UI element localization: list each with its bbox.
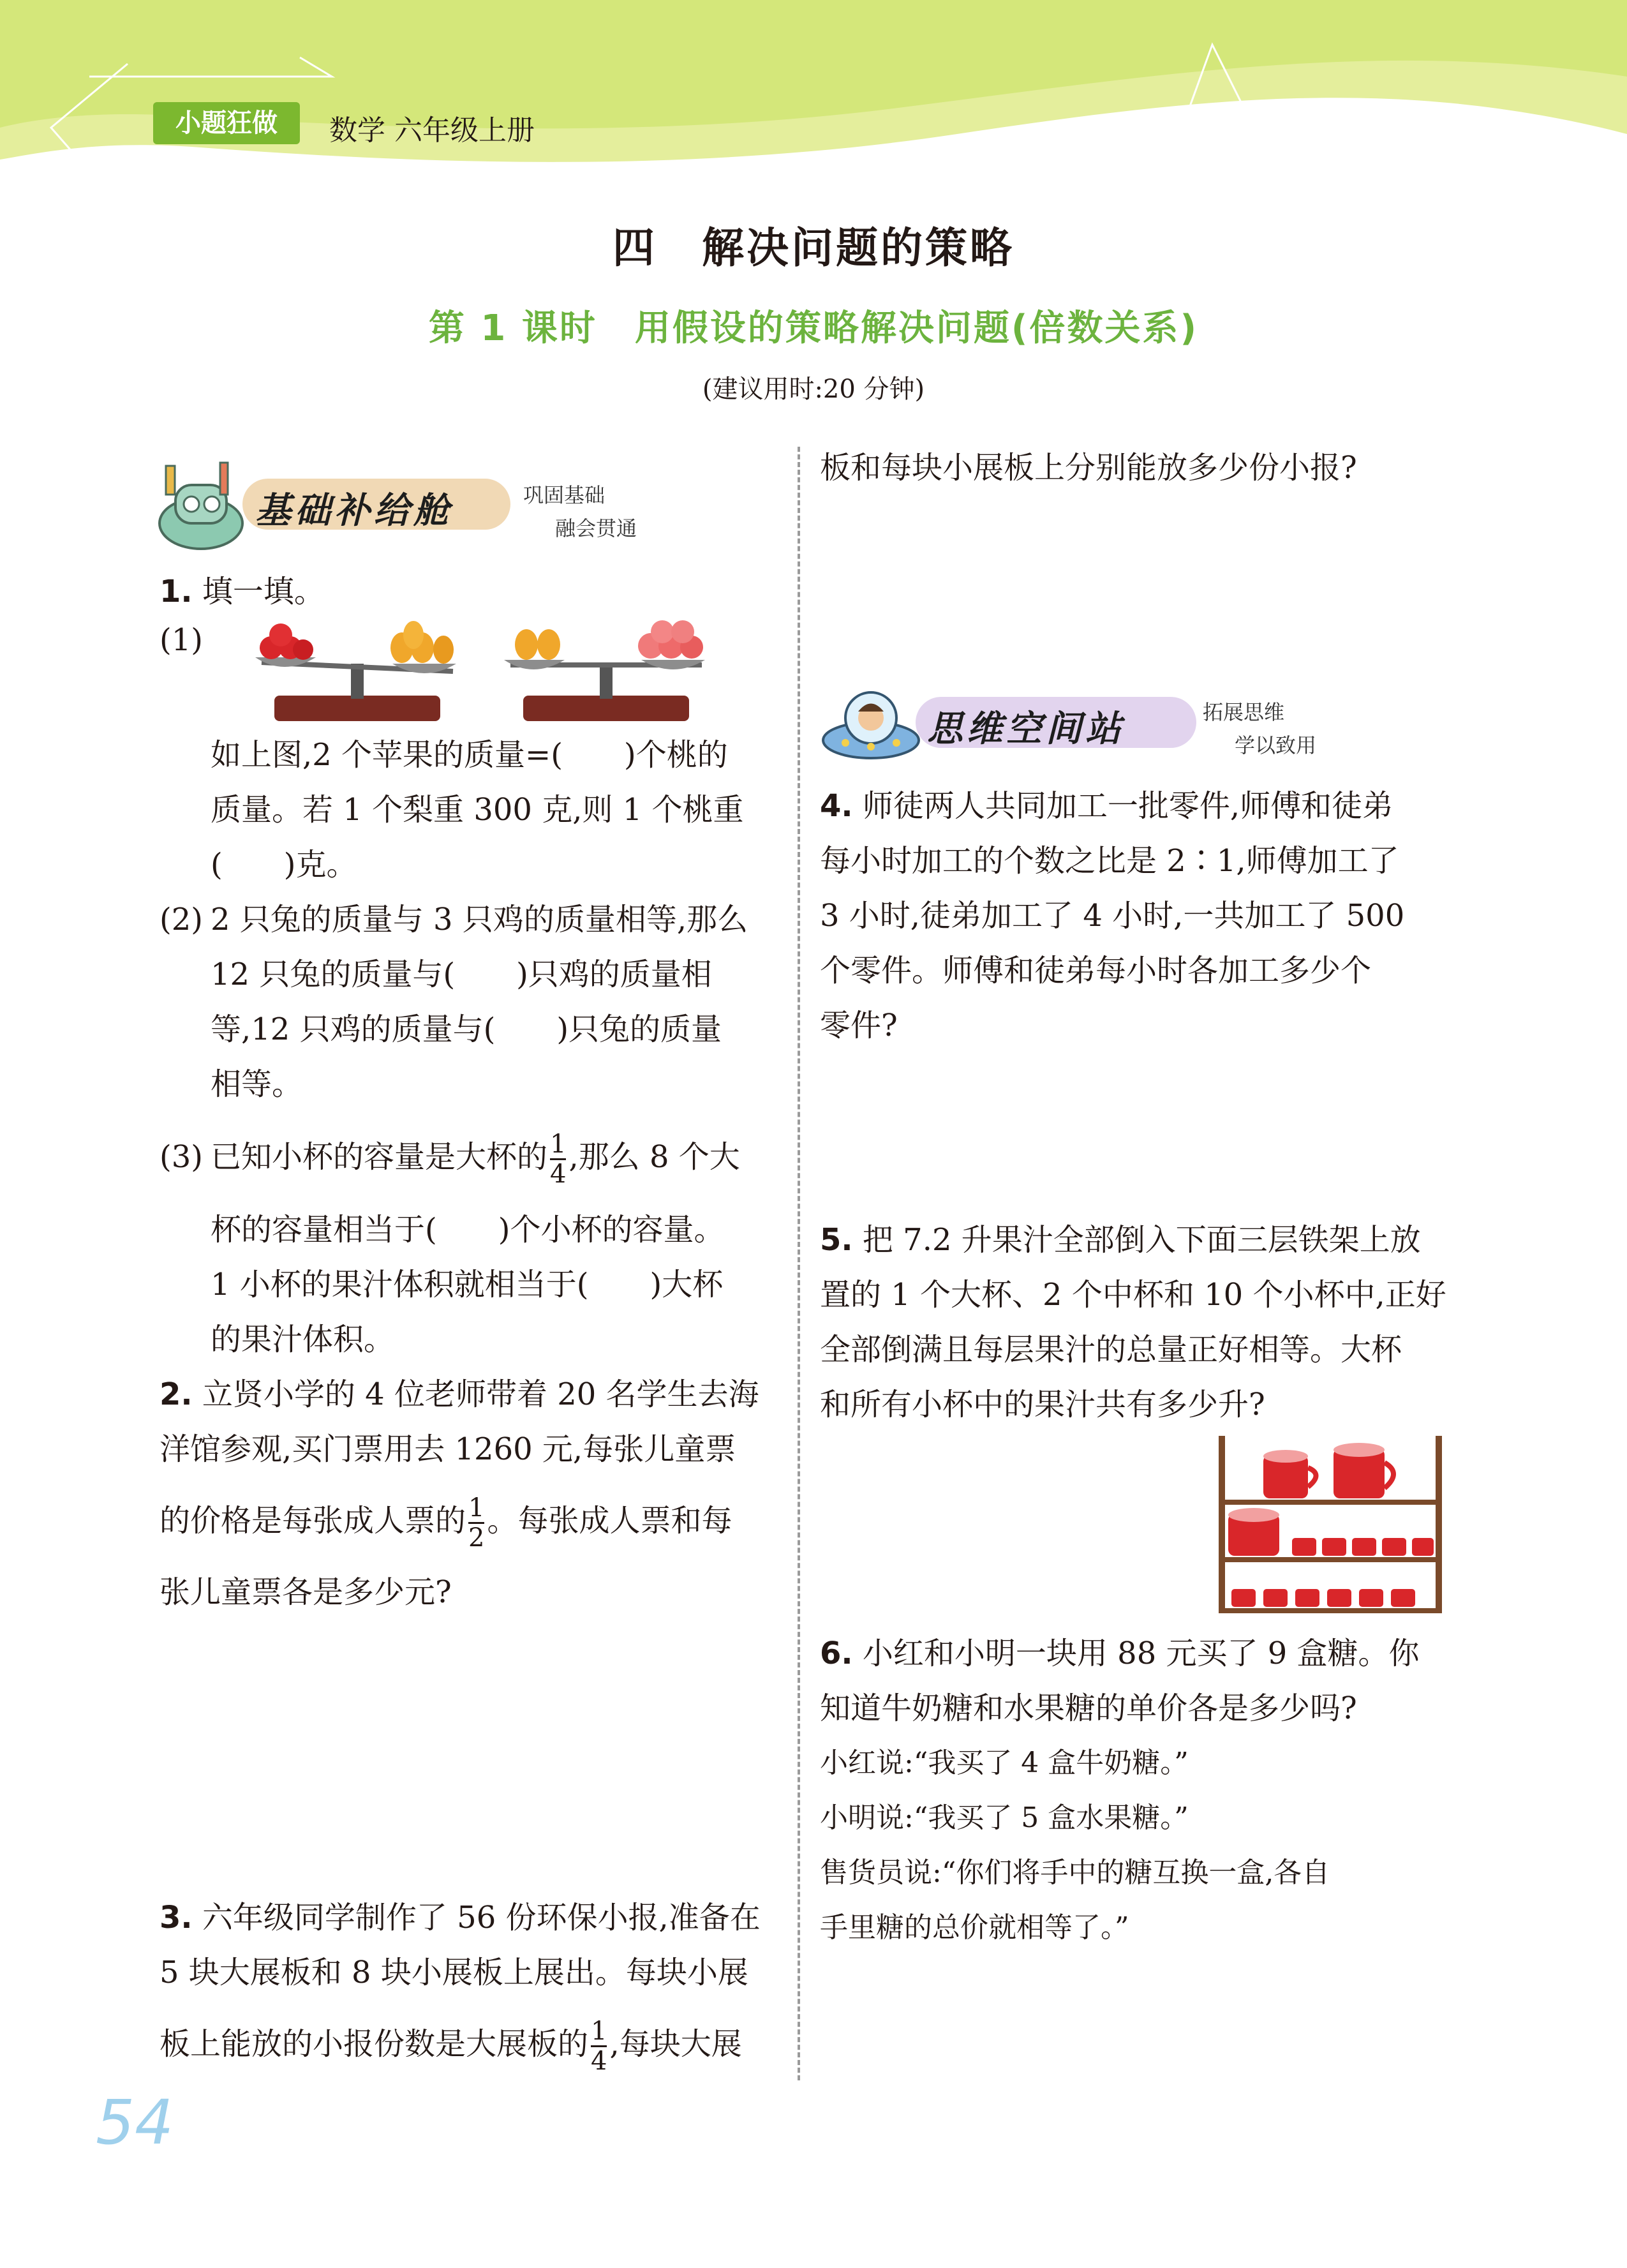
- question-5-line: 置的 1 个大杯、2 个中杯和 10 个小杯中,正好: [820, 1277, 1446, 1313]
- text-segment: 。每张成人票和每: [487, 1503, 732, 1539]
- question-4-line: 每小时加工的个数之比是 2∶1,师傅加工了: [820, 843, 1399, 879]
- question-number: 3.: [160, 1900, 193, 1936]
- section-banner-thinking: [820, 676, 1318, 772]
- section-note-1: 拓展思维: [1203, 700, 1285, 724]
- question-number: 5.: [820, 1222, 853, 1258]
- question-3-line: 5 块大展板和 8 块小展板上展出。每块小展: [160, 1955, 748, 1990]
- q1-part3-line: 杯的容量相当于( )个小杯的容量。: [211, 1212, 725, 1248]
- q1-part3-line: 的果汁体积。: [211, 1322, 395, 1357]
- q1-part2-line: 2 只兔的质量与 3 只鸡的质量相等,那么: [211, 902, 748, 937]
- question-number: 1.: [160, 574, 193, 609]
- fraction-numerator: 1: [591, 2017, 607, 2046]
- section-title: 思维空间站: [927, 708, 1125, 750]
- time-note: (建议用时:20 分钟): [702, 375, 925, 404]
- fraction-denominator: 2: [468, 1523, 485, 1553]
- dialogue-line: 小明说:“我买了 5 盒水果糖。”: [820, 1802, 1189, 1834]
- text-segment: 板上能放的小报份数是大展板的: [160, 2026, 589, 2062]
- fraction-denominator: 4: [550, 1160, 567, 1189]
- q1-part3-line: [211, 1130, 740, 1188]
- question-6-line: [820, 1626, 1420, 1681]
- q1-part2-line: 12 只兔的质量与( )只鸡的质量相: [211, 957, 712, 992]
- fraction: [591, 2017, 607, 2075]
- section-banner-basic: [153, 459, 638, 555]
- question-2-line: 张儿童票各是多少元?: [160, 1574, 452, 1610]
- small-cups-bottom: [1231, 1589, 1415, 1607]
- dialogue-line: 小红说:“我买了 4 盒牛奶糖。”: [820, 1747, 1189, 1779]
- sub-label: (3): [160, 1139, 203, 1175]
- question-5-line: 全部倒满且每层果汁的总量正好相等。大杯: [820, 1332, 1402, 1368]
- question-5-line: [820, 1212, 1421, 1267]
- question-2-line: [160, 1367, 759, 1422]
- question-number: 6.: [820, 1636, 853, 1671]
- question-number: 2.: [160, 1376, 193, 1412]
- question-text: 六年级同学制作了 56 份环保小报,准备在: [202, 1900, 761, 1936]
- dialogue-line: 手里糖的总价就相等了。”: [820, 1911, 1129, 1944]
- small-and-large-cups: [1228, 1508, 1434, 1556]
- question-2-line: 洋馆参观,买门票用去 1260 元,每张儿童票: [160, 1431, 736, 1467]
- sub-label: (1): [160, 622, 203, 658]
- section-note-1: 巩固基础: [523, 483, 605, 507]
- chapter-title: 四 解决问题的策略: [613, 223, 1014, 272]
- subject-label: 数学 六年级上册: [329, 114, 535, 147]
- q1-part2-line: 相等。: [211, 1066, 303, 1102]
- robot-icon: [153, 459, 249, 555]
- q1-part3-line: 1 小杯的果汁体积就相当于( )大杯: [211, 1267, 724, 1302]
- question-4-line: 个零件。师傅和徒弟每小时各加工多少个: [820, 953, 1372, 989]
- question-text: 填一填。: [202, 574, 325, 609]
- cup-shelf-image: [1212, 1436, 1448, 1615]
- scale-right: [504, 620, 705, 721]
- fraction: [468, 1494, 484, 1552]
- section-title: 基础补给舱: [255, 489, 453, 532]
- medium-cups: [1263, 1443, 1393, 1498]
- question-2-line: [160, 1493, 732, 1552]
- fraction-denominator: 4: [591, 2047, 607, 2076]
- question-5-line: 和所有小杯中的果汁共有多少升?: [820, 1387, 1265, 1422]
- lesson-title: 第 1 课时 用假设的策略解决问题(倍数关系): [428, 308, 1199, 349]
- question-3-line: [160, 1890, 761, 1945]
- question-4-line: 3 小时,徒弟加工了 4 小时,一共加工了 500: [820, 898, 1405, 934]
- text-segment: 的价格是每张成人票的: [160, 1503, 466, 1539]
- dialogue-line: 售货员说:“你们将手中的糖互换一盒,各自: [820, 1856, 1330, 1889]
- text-segment: 已知小杯的容量是大杯的: [211, 1139, 548, 1175]
- scale-left: [255, 621, 456, 721]
- page-number: 54: [96, 2087, 174, 2158]
- question-1-head: [160, 564, 325, 619]
- fraction-numerator: 1: [468, 1493, 485, 1523]
- question-text: 师徒两人共同加工一批零件,师傅和徒弟: [862, 788, 1393, 824]
- series-tag: 小题狂做: [153, 102, 300, 144]
- column-divider: [798, 447, 800, 2080]
- q1-part1-line: 质量。若 1 个梨重 300 克,则 1 个桃重: [211, 792, 744, 828]
- section-note-2: 学以致用: [1235, 733, 1317, 757]
- sub-label: (2): [160, 902, 203, 937]
- question-3-line: [160, 2017, 742, 2075]
- question-text: 小红和小明一块用 88 元买了 9 盒糖。你: [862, 1636, 1420, 1671]
- fraction: [550, 1130, 566, 1188]
- section-note-2: 融会贯通: [555, 516, 637, 541]
- question-text: 把 7.2 升果汁全部倒入下面三层铁架上放: [862, 1222, 1421, 1258]
- fraction-numerator: 1: [550, 1130, 567, 1159]
- question-3-continued: 板和每块小展板上分别能放多少份小报?: [820, 450, 1357, 486]
- header-band: [0, 0, 1627, 191]
- question-text: 立贤小学的 4 位老师带着 20 名学生去海: [202, 1376, 759, 1412]
- question-4-line: [820, 779, 1393, 833]
- question-6-line: 知道牛奶糖和水果糖的单价各是多少吗?: [820, 1690, 1357, 1726]
- text-segment: ,那么 8 个大: [568, 1139, 740, 1175]
- q1-part1-line: 如上图,2 个苹果的质量=( )个桃的: [211, 737, 728, 773]
- question-4-line: 零件?: [820, 1008, 898, 1043]
- spaceship-icon: [820, 676, 922, 772]
- q1-part1-line: ( )克。: [211, 847, 357, 883]
- balance-scales-image: [255, 613, 715, 727]
- text-segment: ,每块大展: [609, 2026, 742, 2062]
- q1-part2-line: 等,12 只鸡的质量与( )只兔的质量: [211, 1011, 722, 1047]
- question-number: 4.: [820, 788, 853, 824]
